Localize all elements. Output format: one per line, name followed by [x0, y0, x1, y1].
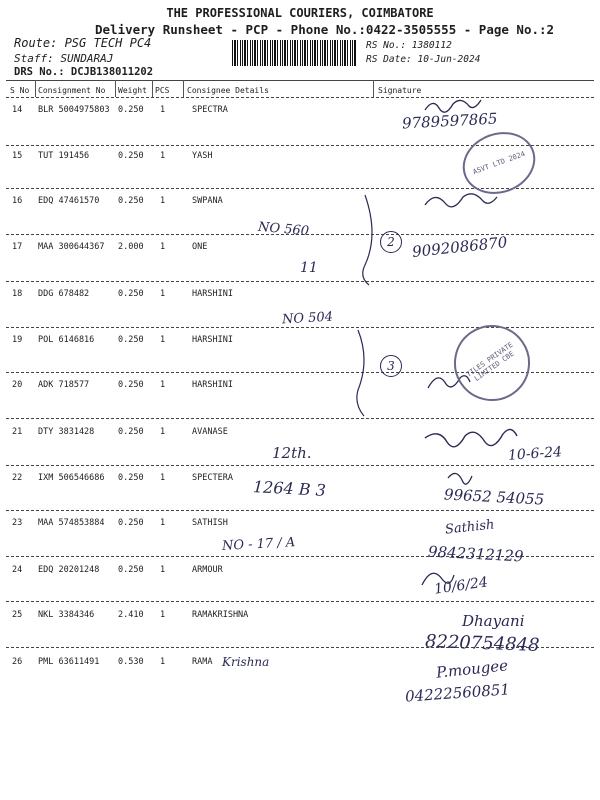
row-consignment: MAA 300644367 [38, 242, 105, 252]
row-weight: 0.250 [118, 196, 144, 206]
runsheet-title: Delivery Runsheet - PCP - Phone No.:0422-3505555 - Page No.:2 [95, 22, 555, 37]
col-header-sno: S No [10, 86, 30, 95]
row-sno: 15 [12, 151, 23, 161]
row-consignment: BLR 5004975803 [38, 105, 110, 115]
row-consignment: MAA 574853884 [38, 518, 105, 528]
drs-number: DRS No.: DCJB138011202 [14, 66, 154, 78]
handwritten-date: 10-6-24 [507, 444, 563, 464]
row-sno: 19 [12, 335, 23, 345]
row-sno: 18 [12, 289, 23, 299]
row-consignee: ONE [192, 242, 208, 252]
row-pcs: 1 [160, 427, 166, 437]
row-pcs: 1 [160, 289, 166, 299]
row-sno: 22 [12, 473, 23, 483]
handwritten-circled-number: 2 [380, 231, 402, 253]
row-sno: 26 [12, 657, 23, 667]
row-weight: 0.250 [118, 565, 144, 575]
row-sno: 25 [12, 610, 23, 620]
handwritten-signature: P.mougee [435, 656, 509, 682]
col-header-signature: Signature [378, 86, 422, 95]
row-weight: 0.250 [118, 380, 144, 390]
handwritten-circled-number: 3 [380, 355, 402, 377]
row-consignment: IXM 506546686 [38, 473, 105, 483]
row-consignee: AVANASE [192, 427, 228, 437]
row-consignee: SATHISH [192, 518, 228, 528]
staff-label: Staff: SUNDARAJ [14, 52, 114, 65]
row-sno: 21 [12, 427, 23, 437]
handwritten-signature: Dhayani [462, 612, 525, 630]
row-pcs: 1 [160, 518, 166, 528]
row-consignee: RAMA [192, 657, 213, 667]
row-pcs: 1 [160, 151, 166, 161]
col-header-consignee: Consignee Details [187, 86, 269, 95]
handwritten-address: NO 504 [281, 309, 334, 328]
row-consignee: HARSHINI [192, 335, 233, 345]
company-stamp: ASVT LTD 2024 [454, 122, 544, 204]
row-weight: 0.250 [118, 105, 144, 115]
col-header-consignment: Consignment No [38, 86, 106, 95]
handwritten-phone: 9789597865 [401, 109, 498, 133]
row-sno: 14 [12, 105, 23, 115]
row-consignee: RAMAKRISHNA [192, 610, 249, 620]
row-consignee: HARSHINI [192, 380, 233, 390]
row-sno: 16 [12, 196, 23, 206]
handwritten-name: Krishna [222, 655, 270, 669]
handwritten-phone: 99652 54055 [443, 485, 545, 509]
handwritten-phone: 8220754848 [424, 631, 540, 656]
row-weight: 0.250 [118, 427, 144, 437]
row-weight: 0.530 [118, 657, 144, 667]
row-consignee: ARMOUR [192, 565, 223, 575]
company-stamp: TILES PRIVATE LIMITED CBE [439, 310, 545, 416]
route-label: Route: PSG TECH PC4 [14, 36, 152, 50]
row-sno: 17 [12, 242, 23, 252]
row-pcs: 1 [160, 610, 166, 620]
row-weight: 2.410 [118, 610, 144, 620]
col-header-pcs: PCS [155, 86, 170, 95]
handwritten-phone: 9092086870 [411, 233, 509, 261]
row-pcs: 1 [160, 380, 166, 390]
row-consignment: ADK 718577 [38, 380, 90, 390]
row-weight: 0.250 [118, 151, 144, 161]
row-pcs: 1 [160, 473, 166, 483]
handwritten-phone: 04222560851 [404, 680, 511, 706]
row-consignment: DTY 3831428 [38, 427, 95, 437]
row-consignment: EDQ 20201248 [38, 565, 100, 575]
row-sno: 24 [12, 565, 23, 575]
handwritten-phone: 9842312129 [427, 542, 524, 566]
row-weight: 0.250 [118, 335, 144, 345]
row-consignment: PML 63611491 [38, 657, 100, 667]
handwritten-address: NO - 17 / A [221, 535, 296, 554]
handwritten-address: 1264 B 3 [252, 477, 327, 500]
row-pcs: 1 [160, 565, 166, 575]
row-consignment: TUT 191456 [38, 151, 90, 161]
rs-date: RS Date: 10-Jun-2024 [366, 54, 481, 65]
row-consignment: EDQ 47461570 [38, 196, 100, 206]
company-title: THE PROFESSIONAL COURIERS, COIMBATORE [166, 6, 434, 20]
row-consignee: SPECTRA [192, 105, 228, 115]
row-consignee: HARSHINI [192, 289, 233, 299]
row-weight: 0.250 [118, 289, 144, 299]
row-sno: 23 [12, 518, 23, 528]
row-consignment: DDG 678482 [38, 289, 90, 299]
row-consignee: SPECTERA [192, 473, 233, 483]
handwritten-address: NO 560 [257, 219, 310, 240]
row-weight: 0.250 [118, 518, 144, 528]
row-pcs: 1 [160, 335, 166, 345]
handwritten-signature: Sathish [444, 517, 496, 538]
row-consignment: NKL 3384346 [38, 610, 95, 620]
row-pcs: 1 [160, 196, 166, 206]
row-pcs: 1 [160, 242, 166, 252]
handwritten-address: 11 [300, 260, 318, 276]
row-weight: 2.000 [118, 242, 144, 252]
rs-number: RS No.: 1380112 [366, 40, 452, 51]
row-weight: 0.250 [118, 473, 144, 483]
col-header-weight: Weight [118, 86, 147, 95]
row-consignee: YASH [192, 151, 213, 161]
row-pcs: 1 [160, 105, 166, 115]
row-consignee: SWPANA [192, 196, 223, 206]
row-consignment: POL 6146816 [38, 335, 95, 345]
handwritten-date: 10/6/24 [433, 574, 489, 598]
row-pcs: 1 [160, 657, 166, 667]
row-sno: 20 [12, 380, 23, 390]
handwritten-address: 12th. [272, 444, 312, 462]
